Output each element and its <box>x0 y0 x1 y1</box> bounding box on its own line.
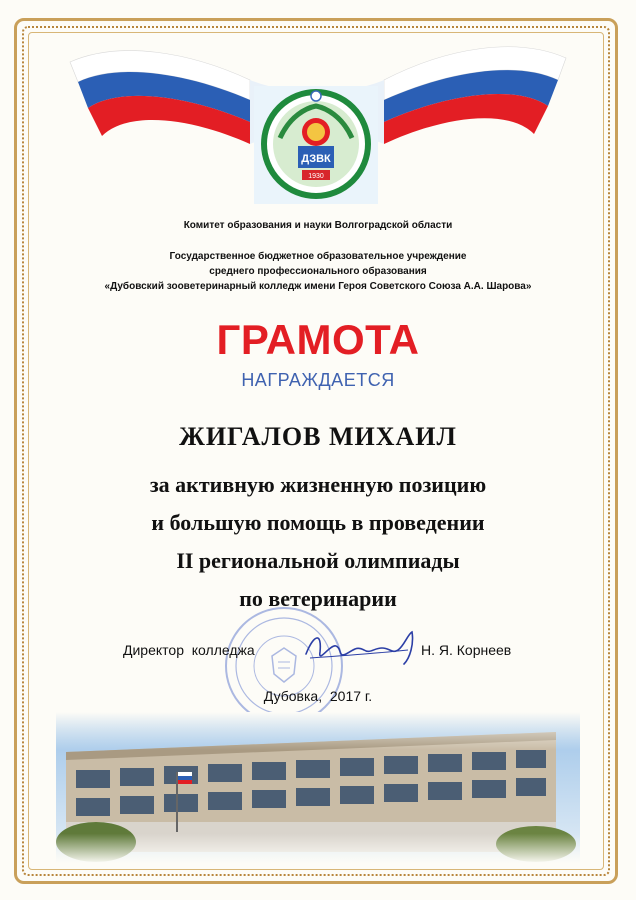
place-and-date: Дубовка, 2017 г. <box>263 688 373 704</box>
committee-name: Комитет образования и науки Волгоградской области <box>183 220 453 231</box>
institution-name: Государственное бюджетное образовательное учреждение среднего профессионального образования «Дубовский зооветеринарный колледж имени Героя Советского Союза А.А. Шарова» <box>104 251 532 292</box>
director-position: Директор колледжа <box>123 642 255 658</box>
recipient-name: ЖИГАЛОВ МИХАИЛ <box>179 422 457 451</box>
awarded-label: НАГРАЖДАЕТСЯ <box>241 370 395 390</box>
document-title: ГРАМОТА <box>216 316 420 363</box>
svg-text:1930: 1930 <box>308 173 324 180</box>
director-name: Н. Я. Корнеев <box>421 642 512 658</box>
college-emblem-logo <box>254 86 378 204</box>
college-building-photo <box>56 712 580 864</box>
svg-text:ДЗВК: ДЗВК <box>301 153 331 165</box>
award-reason: за активную жизненную позицию и большую помощь в проведении II региональной олимпиады по ветеринарии <box>149 472 487 611</box>
director-signature <box>300 624 420 670</box>
